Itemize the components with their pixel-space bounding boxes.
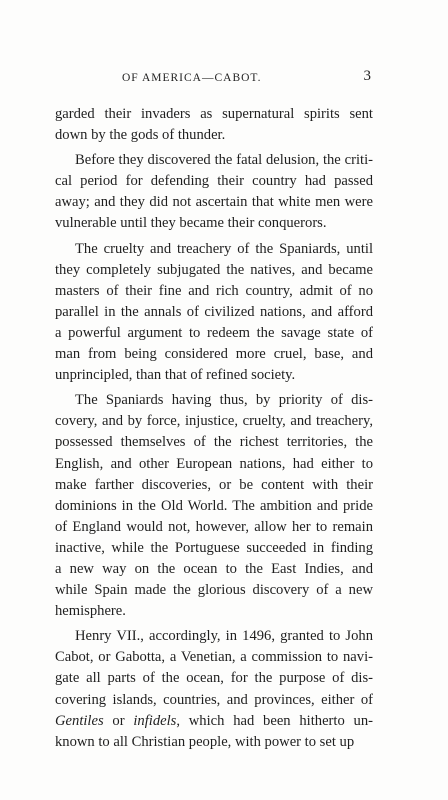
text-line: away; and they did not ascertain that white men were <box>55 194 373 211</box>
running-head: OF AMERICA—CABOT. <box>122 72 262 84</box>
text-line: cal period for defending their country had passed <box>55 173 373 190</box>
paragraph <box>55 390 373 622</box>
text-line: covery, and by force, injustice, cruelty, and treachery, <box>55 413 373 430</box>
text-line: vulnerable until they became their conquerors. <box>55 215 327 232</box>
text-line: unprincipled, than that of refined society. <box>55 367 296 384</box>
text-line: make farther discoveries, or be content with their <box>55 476 373 493</box>
text-line: Gentiles or infidels, which had been hitherto un- <box>55 712 373 729</box>
text-line: dominions in the Old World. The ambition and pride <box>55 497 373 514</box>
page-number: 3 <box>363 68 371 84</box>
text-line: of England would not, however, allow her to remain <box>55 518 373 535</box>
body-text <box>55 104 373 753</box>
text-line: The cruelty and treachery of the Spaniards, until <box>75 240 373 257</box>
paragraph <box>55 104 373 146</box>
text-line: gate all parts of the ocean, for the purpose of dis- <box>55 670 373 687</box>
paragraph <box>55 626 373 753</box>
text-line: inactive, while the Portuguese succeeded in finding <box>55 539 373 556</box>
text-line: covering islands, countries, and provinces, either of <box>55 691 373 708</box>
text-line: while Spain made the glorious discovery of a new <box>55 582 373 599</box>
text-line: Henry VII., accordingly, in 1496, granted to John <box>75 628 373 645</box>
text-line: possessed themselves of the richest territories, the <box>55 434 373 451</box>
text-line: man from being considered more cruel, base, and <box>55 346 373 363</box>
text-line: down by the gods of thunder. <box>55 127 226 144</box>
paragraph <box>55 150 373 234</box>
text-line: a powerful argument to redeem the savage state of <box>55 324 373 341</box>
text-line: parallel in the annals of civilized nations, and afford <box>55 303 373 320</box>
text-line: known to all Christian people, with power to set up <box>55 733 355 750</box>
text-line: they completely subjugated the natives, and became <box>55 261 373 278</box>
paragraph <box>55 239 373 387</box>
page-header <box>0 68 448 92</box>
text-line: Before they discovered the fatal delusion, the criti- <box>75 152 373 169</box>
text-line: English, and other European nations, had either to <box>55 455 373 472</box>
text-line: Cabot, or Gabotta, a Venetian, a commission to navi- <box>55 649 373 666</box>
text-line: The Spaniards having thus, by priority of dis- <box>75 392 373 409</box>
text-line: hemisphere. <box>55 603 126 620</box>
text-line: masters of their fine and rich country, admit of no <box>55 282 373 299</box>
text-line: a new way on the ocean to the East Indies, and <box>55 560 373 577</box>
text-line: garded their invaders as supernatural spirits sent <box>55 106 373 122</box>
